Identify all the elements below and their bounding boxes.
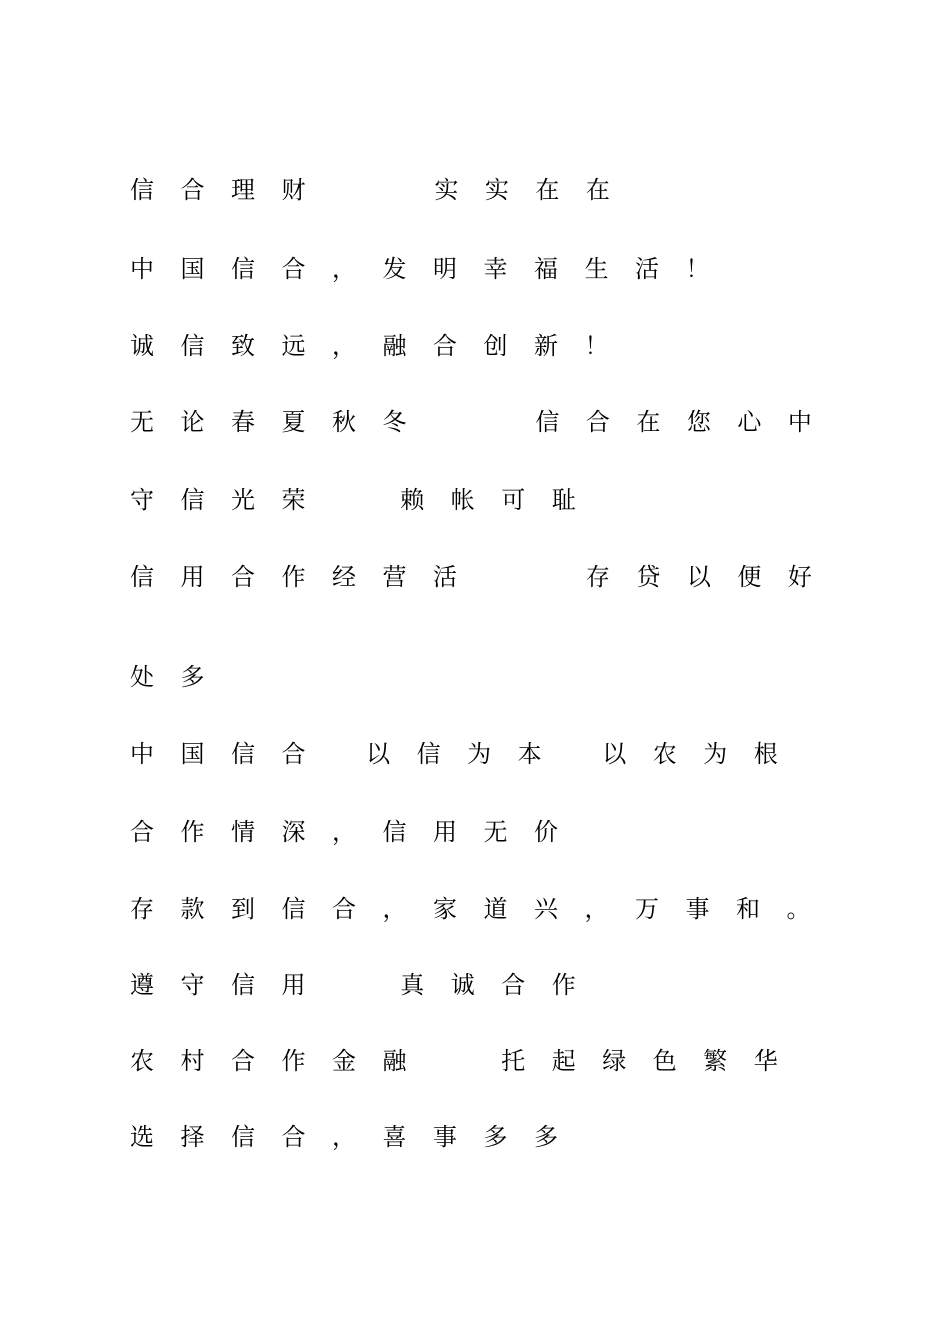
slogan-line: 农村合作金融 托起绿色繁华 bbox=[130, 1047, 805, 1075]
slogan-line: 无论春夏秋冬 信合在您心中 bbox=[130, 408, 839, 436]
slogan-line: 信合理财 实实在在 bbox=[130, 176, 637, 204]
slogan-line: 中国信合 以信为本 以农为根 bbox=[130, 740, 805, 768]
slogan-line: 守信光荣 赖帐可耻 bbox=[130, 486, 603, 514]
slogan-line: 存款到信合，家道兴，万事和。 bbox=[130, 895, 837, 923]
slogan-line: 中国信合，发明幸福生活！ bbox=[130, 255, 736, 283]
slogan-line: 诚信致远，融合创新！ bbox=[130, 332, 635, 360]
slogan-line: 合作情深，信用无价 bbox=[130, 818, 585, 846]
slogan-line: 遵守信用 真诚合作 bbox=[130, 971, 603, 999]
slogan-line: 选择信合，喜事多多 bbox=[130, 1123, 585, 1151]
slogan-line: 信用合作经营活 存贷以便好 bbox=[130, 563, 839, 591]
slogan-line-continuation: 处多 bbox=[130, 663, 231, 691]
